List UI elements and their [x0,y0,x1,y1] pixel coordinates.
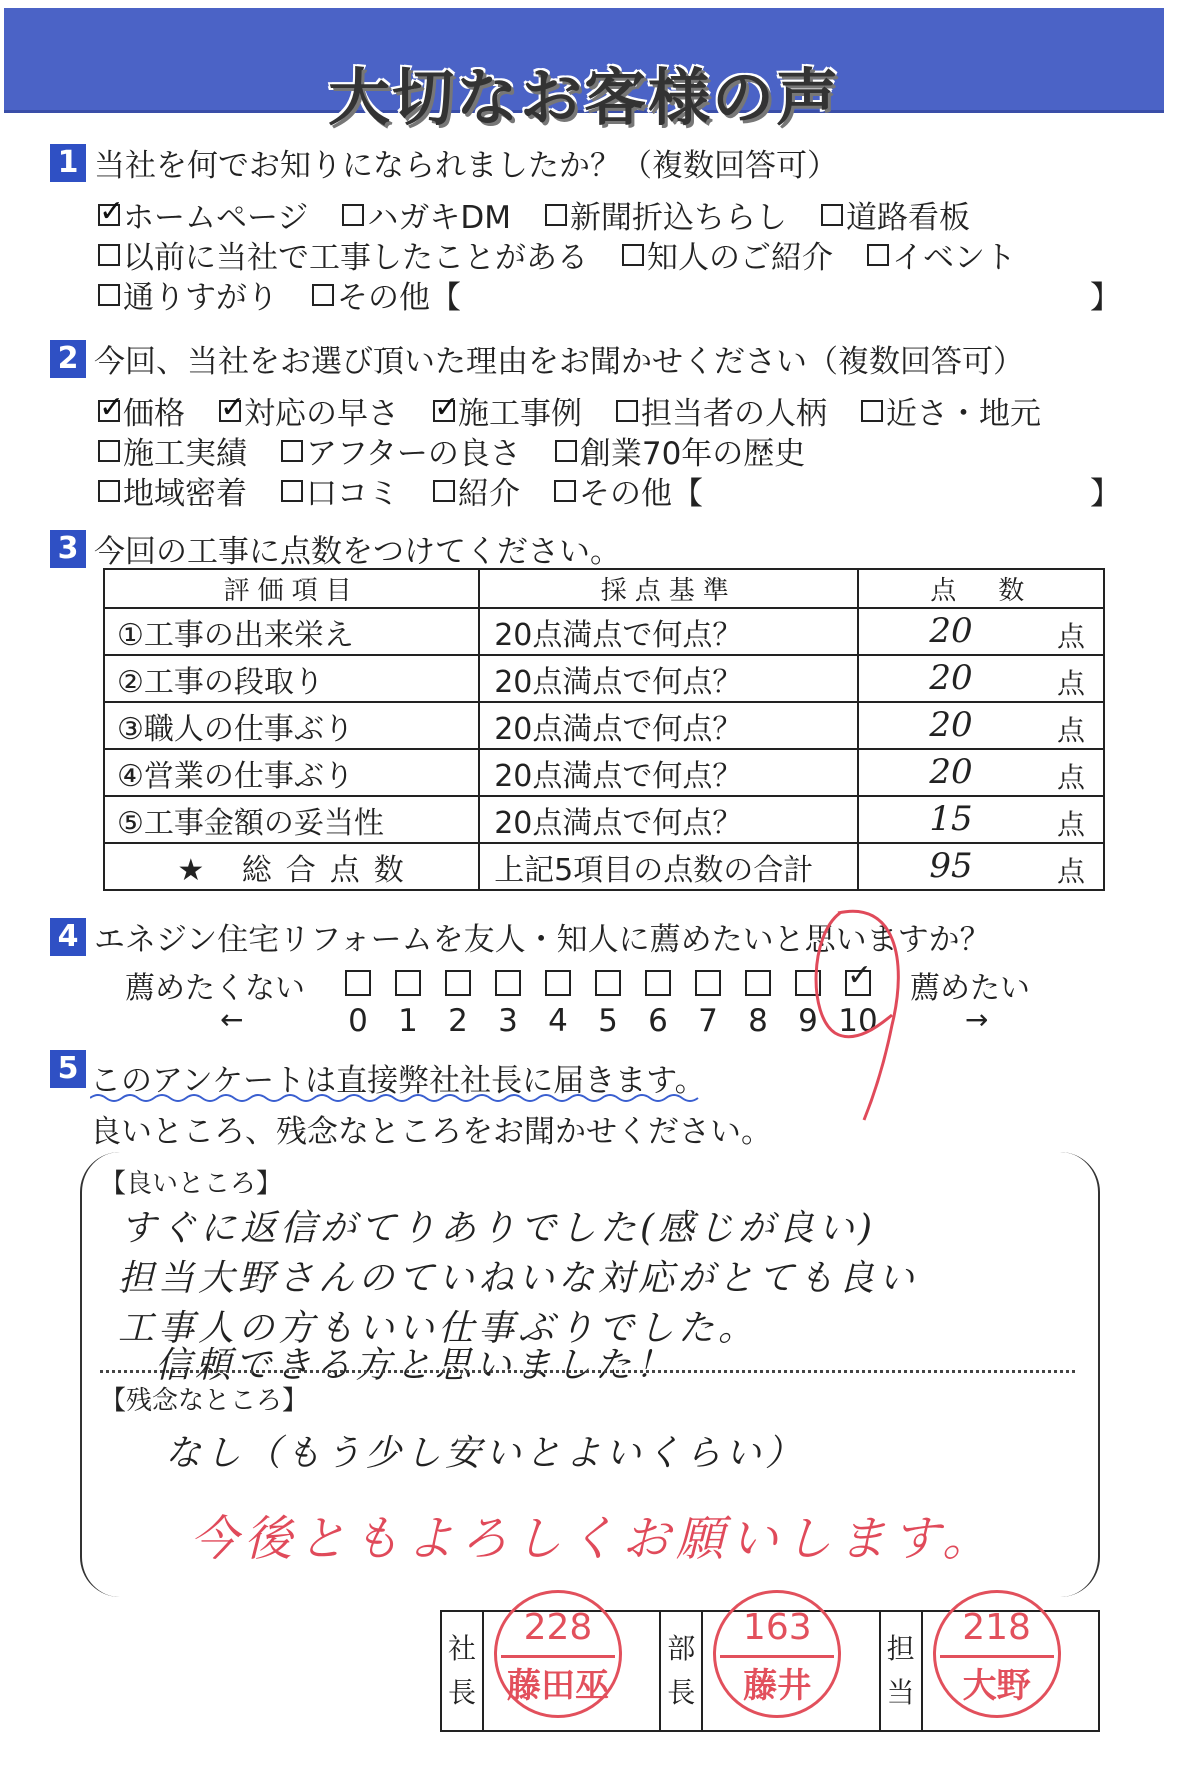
scoring-criteria: 20点満点で何点？ [479,796,858,843]
total-score-cell[interactable] [858,843,1104,890]
scoring-criteria: 20点満点で何点？ [479,702,858,749]
checkbox-icon[interactable] [281,440,303,462]
scale-number: 3 [498,1003,518,1039]
score-value: 20 [929,611,973,651]
checkbox-icon[interactable] [98,440,120,462]
option-checkbox[interactable] [545,192,787,237]
q2-options-row [98,388,1075,433]
score-unit: 点 [1056,620,1085,653]
checkbox-icon[interactable] [616,400,638,422]
approval-stamps [440,1607,1100,1732]
scale-number: 8 [748,1003,768,1039]
checkbox-icon[interactable] [622,244,644,266]
option-label: ホームページ [123,200,309,236]
option-checkbox[interactable] [622,232,833,277]
recommend-checkbox-3[interactable] [495,970,521,996]
score-row [104,655,1104,702]
option-label: 近さ・地元 [886,396,1041,432]
option-checkbox[interactable] [98,468,247,513]
checkbox-icon[interactable] [281,480,303,502]
closing-message: 今後ともよろしくお願いします。 [190,1511,997,1567]
hanko-stamp-icon [494,1590,622,1718]
question-text: 今回、当社をお選び頂いた理由をお聞かせください（複数回答可） [94,344,1024,380]
scale-number: 2 [448,1003,468,1039]
total-score: 95 [929,846,973,886]
bad-comment: なし（もう少し安いとよいくらい） [165,1433,806,1474]
option-label: その他【 [337,280,461,316]
option-label: 口コミ [306,476,399,512]
header-score: 点 数 [858,569,1104,608]
checkbox-icon[interactable] [342,204,364,226]
score-value: 15 [929,799,973,839]
checkbox-checked-icon[interactable] [219,400,241,422]
score-total-row [104,843,1104,890]
score-row [104,749,1104,796]
score-cell[interactable] [858,608,1104,655]
option-checkbox[interactable] [342,192,511,237]
score-value: 20 [929,752,973,792]
score-table [103,568,1105,891]
score-cell[interactable] [858,702,1104,749]
hanko-stamp-icon [713,1590,841,1718]
evaluation-item: ①工事の出来栄え [104,608,479,655]
option-checkbox[interactable] [281,468,399,513]
question-number: 4 [50,918,86,956]
page-title: 大切なお客様の声 [327,61,840,134]
total-label: ★ 総合点数 [104,843,479,890]
stamp-divider [720,1655,834,1658]
right-arrow-icon: → [965,1003,989,1036]
left-arrow-icon: ← [220,1003,244,1036]
option-label: 担当者の人柄 [641,396,827,432]
option-label: 対応の早さ [244,396,399,432]
score-cell[interactable] [858,655,1104,702]
header-item: 評価項目 [104,569,479,608]
evaluation-item: ④営業の仕事ぶり [104,749,479,796]
stamp-name: 藤井 [743,1666,812,1706]
stamp-cell [922,1607,1099,1731]
scale-number: 10 [838,1003,878,1039]
question-number: 1 [50,144,86,182]
scoring-criteria: 20点満点で何点？ [479,655,858,702]
stamp-role-label: 部 長 [660,1611,702,1731]
option-label: 施工実績 [123,436,247,472]
option-checkbox[interactable] [555,428,805,473]
score-unit: 点 [1056,855,1085,888]
checkbox-icon[interactable] [433,480,455,502]
q5-prompt: 良いところ、残念なところをお聞かせください。 [90,1114,772,1150]
option-label: 価格 [123,396,185,432]
option-checkbox[interactable] [98,272,278,317]
score-value: 20 [929,705,973,745]
good-points-label: 【良いところ】 [100,1169,283,1199]
option-checkbox[interactable] [433,388,582,433]
scale-number: 9 [798,1003,818,1039]
option-label: 通りすがり [123,280,278,316]
score-cell[interactable] [858,749,1104,796]
q1-options-row [98,272,495,317]
option-checkbox[interactable] [433,468,520,513]
scale-number: 5 [598,1003,618,1039]
good-comment-line: 工事人の方もいい仕事ぶりでした。 [118,1308,759,1349]
option-label: イベント [892,240,1016,276]
recommend-checkbox-8[interactable] [745,970,771,996]
question-3 [50,526,621,571]
q2-options-row [98,428,839,473]
score-value: 20 [929,658,973,698]
question-text: 当社を何でお知りになられましたか？（複数回答可） [94,148,838,184]
good-comment-line: すぐに返信がてりありでした(感じが良い) [120,1208,877,1249]
score-row [104,796,1104,843]
q1-other-close: 】 [1090,280,1121,316]
recommend-label: 薦めたい [910,971,1030,1006]
not-recommend-label: 薦めたくない [125,971,305,1006]
score-row [104,608,1104,655]
checkbox-icon[interactable] [821,204,843,226]
option-label: ハガキDM [367,200,512,236]
recommend-checkbox-2[interactable] [445,970,471,996]
question-2 [50,336,1024,381]
q1-options-row [98,192,1004,237]
score-table-header [104,569,1104,608]
option-label: 道路看板 [846,200,971,236]
score-unit: 点 [1056,667,1085,700]
evaluation-item: ③職人の仕事ぶり [104,702,479,749]
option-checkbox[interactable] [98,428,247,473]
circled-selection-mark [800,905,930,1135]
wavy-underline [90,1092,710,1104]
scale-number: 4 [548,1003,568,1039]
checkbox-icon[interactable] [98,480,120,502]
question-1 [50,140,838,185]
score-cell[interactable] [858,796,1104,843]
option-label: アフターの良さ [306,436,521,472]
option-checkbox[interactable] [821,192,970,237]
checkbox-icon[interactable] [867,244,889,266]
evaluation-item: ②工事の段取り [104,655,479,702]
q1-options-row [98,232,1050,277]
option-label: 施工事例 [458,396,582,432]
scoring-criteria: 20点満点で何点？ [479,749,858,796]
question-number: 5 [50,1050,86,1088]
bad-points-label: 【残念なところ】 [100,1386,309,1416]
score-row [104,702,1104,749]
q2-options-row [98,468,737,513]
stamp-number: 228 [523,1607,593,1648]
option-checkbox[interactable] [861,388,1041,433]
checkbox-icon[interactable] [98,244,120,266]
option-label: その他【 [579,476,703,512]
question-text: 今回の工事に点数をつけてください。 [94,534,621,570]
option-checkbox[interactable] [867,232,1016,277]
recommend-checkbox-1[interactable] [395,970,421,996]
scoring-criteria: 20点満点で何点？ [479,608,858,655]
stamp-divider [501,1655,615,1658]
good-comment-line: 担当大野さんのていねいな対応がとても良い [118,1258,919,1299]
option-label: 創業70年の歴史 [579,436,806,472]
stamp-cell [702,1607,879,1731]
checkbox-checked-icon[interactable] [433,400,455,422]
recommend-checkbox-0[interactable] [345,970,371,996]
question-number: 3 [50,530,86,568]
option-checkbox[interactable] [98,232,588,277]
recommend-checkbox-4[interactable] [545,970,571,996]
q2-other-close: 】 [1090,476,1121,512]
score-unit: 点 [1056,808,1085,841]
option-checkbox[interactable] [98,388,185,433]
checkbox-icon[interactable] [98,284,120,306]
scale-number: 6 [648,1003,668,1039]
stamp-divider [940,1655,1054,1658]
divider [100,1370,1075,1373]
title-banner [4,8,1164,134]
checkbox-icon[interactable] [312,284,334,306]
evaluation-item: ⑤工事金額の妥当性 [104,796,479,843]
scale-number: 1 [398,1003,418,1039]
option-checkbox[interactable] [616,388,827,433]
checkbox-checked-icon[interactable] [98,400,120,422]
scale-number: 0 [348,1003,368,1039]
option-label: 新聞折込ちらし [570,200,788,236]
stamp-name: 大野 [962,1666,1031,1706]
option-label: 地域密着 [123,476,247,512]
option-checkbox[interactable] [98,192,308,237]
score-unit: 点 [1056,714,1085,747]
stamp-role-label: 担 当 [880,1611,922,1731]
checkbox-icon[interactable] [545,204,567,226]
good-comment-line: 信頼できる方と思いました！ [155,1345,676,1386]
stamp-cell [483,1607,660,1731]
question-text: エネジン住宅リフォームを友人・知人に薦めたいと思いますか？ [94,922,991,958]
option-checkbox[interactable] [219,388,399,433]
recommend-checkbox-6[interactable] [645,970,671,996]
option-checkbox[interactable] [554,468,703,513]
stamp-name: 藤田巫 [506,1666,609,1706]
total-criteria: 上記5項目の点数の合計 [479,843,858,890]
checkbox-checked-icon[interactable] [98,204,120,226]
stamp-number: 163 [742,1607,812,1648]
stamp-number: 218 [962,1607,1031,1648]
check-icon: ✓ [847,958,873,993]
question-5 [50,1050,94,1088]
recommend-checkbox-7[interactable] [695,970,721,996]
question-number: 2 [50,340,86,378]
option-label: 知人のご紹介 [647,240,833,276]
option-label: 紹介 [458,476,520,512]
recommend-checkbox-5[interactable] [595,970,621,996]
scale-number: 7 [698,1003,718,1039]
score-unit: 点 [1056,761,1085,794]
header-criteria: 採点基準 [479,569,858,608]
option-checkbox[interactable] [281,428,521,473]
option-label: 以前に当社で工事したことがある [123,240,588,276]
option-checkbox[interactable] [312,272,461,317]
hanko-stamp-icon [933,1590,1061,1718]
stamp-role-label: 社 長 [441,1611,483,1731]
checkbox-icon[interactable] [555,440,577,462]
q5-notice: このアンケートは直接弊社社長に届きます。 [90,1063,706,1099]
checkbox-icon[interactable] [554,480,576,502]
checkbox-icon[interactable] [861,400,883,422]
